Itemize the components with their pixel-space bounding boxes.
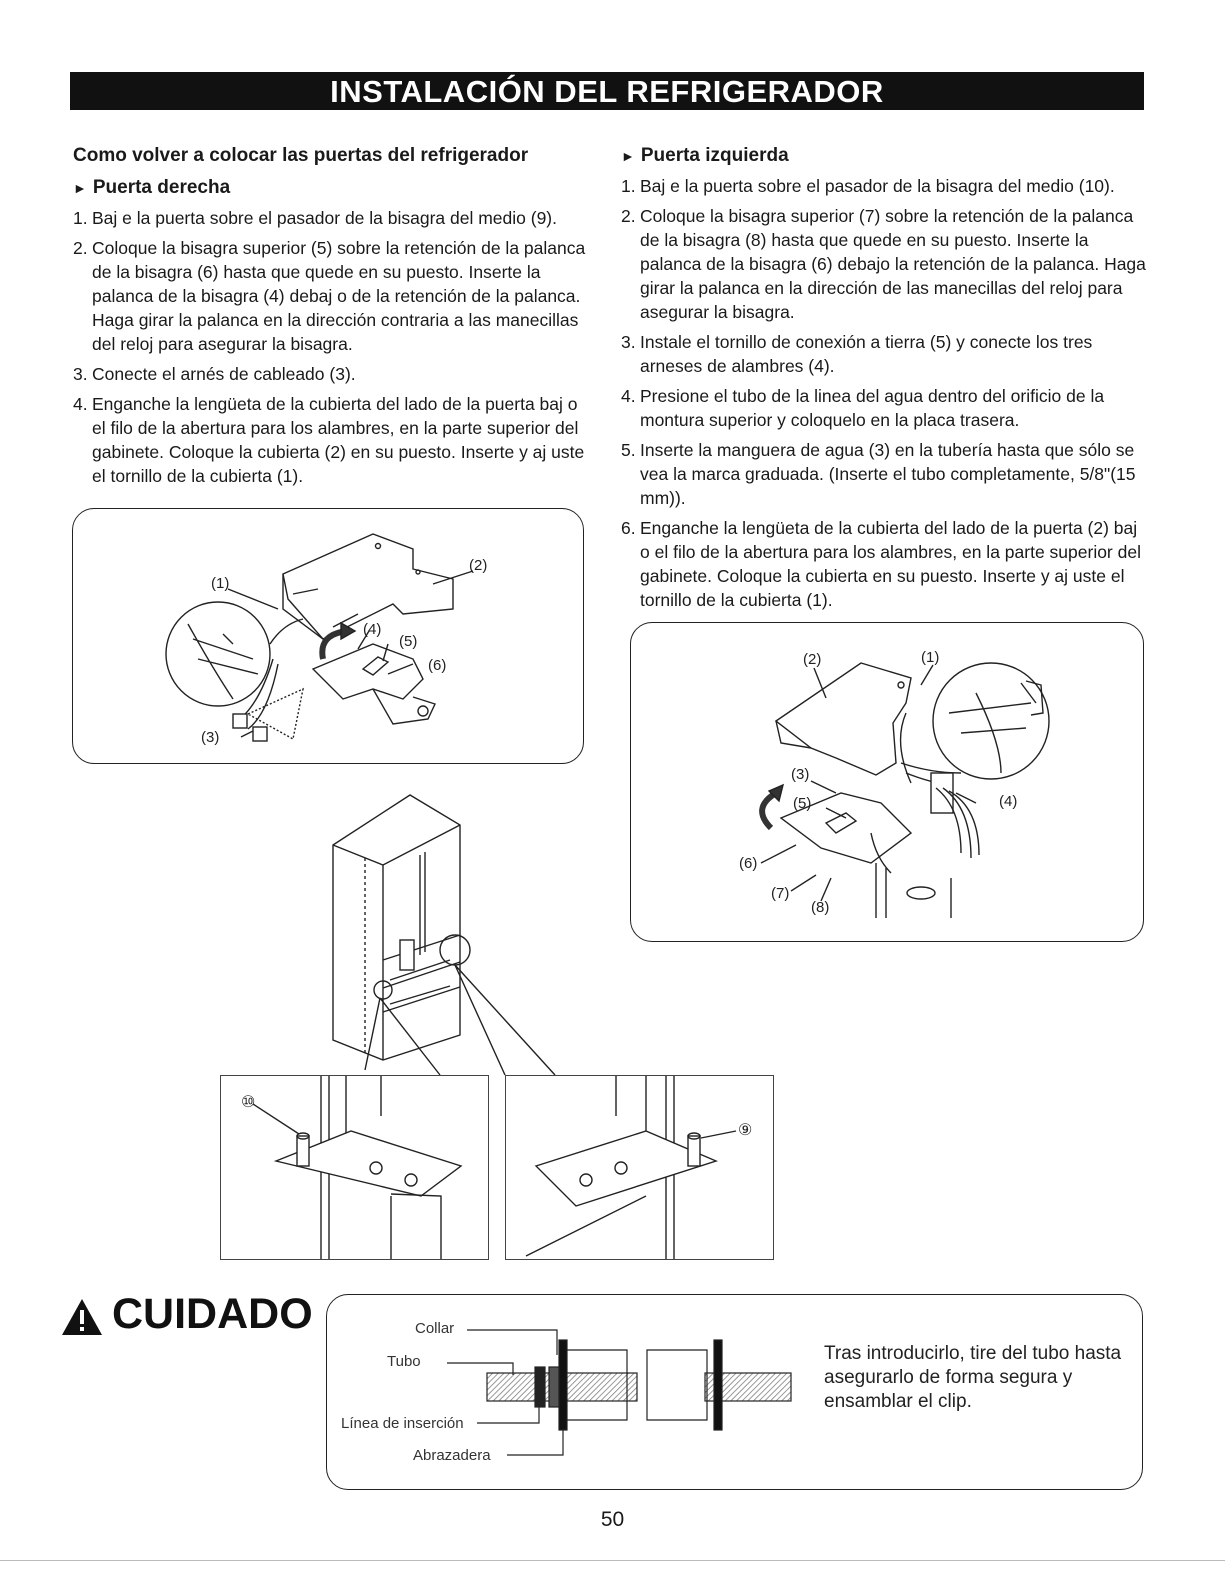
- list-item: 4. Presione el tubo de la linea del agua dentro del orificio de la montura superior y coloquelo en la placa trasera.: [621, 386, 1105, 430]
- label-1: (1): [921, 649, 940, 666]
- steps-left-door: [621, 174, 1146, 612]
- label-6: (6): [428, 657, 447, 674]
- label-9: ⑨: [738, 1122, 753, 1139]
- label-5: (5): [399, 633, 418, 650]
- collar-label: Collar: [415, 1320, 455, 1337]
- page-number: 50: [600, 1508, 625, 1531]
- list-item: 1. Baj e la puerta sobre el pasador de la bisagra del medio (9).: [73, 208, 557, 228]
- list-item: 6. Enganche la lengüeta de la cubierta del lado de la puerta (2) baj o el filo de la abertura para los alambres, en la parte superior del gabinete. Coloque la cubierta en su puesto. Inserte y aj uste el tornillo de la cubierta (1).: [621, 518, 1141, 610]
- label-8: (8): [811, 899, 830, 916]
- section-title: Como volver a colocar las puertas del refrigerador: [73, 145, 529, 166]
- caution-text: Tras introducirlo, tire del tubo hasta asegurarlo de forma segura y ensamblar el clip.: [824, 1343, 1122, 1412]
- label-3: (3): [201, 729, 220, 746]
- warning-triangle-icon: [60, 1297, 104, 1337]
- label-2: (2): [803, 651, 822, 668]
- left-column: [73, 144, 593, 494]
- list-item: 3. Conecte el arnés de cableado (3).: [73, 364, 356, 384]
- list-item: 3. Instale el tornillo de conexión a tierra (5) y conecte los tres arneses de alambres (4).: [621, 332, 1093, 376]
- label-7: (7): [771, 885, 790, 902]
- tube-label: Tubo: [387, 1353, 421, 1370]
- clamp-label: Abrazadera: [413, 1447, 491, 1464]
- label-5: (5): [793, 795, 812, 812]
- label-6: (6): [739, 855, 758, 872]
- steps-right-door: [73, 206, 593, 488]
- label-4: (4): [363, 621, 382, 638]
- label-2: (2): [469, 557, 488, 574]
- subsection-title-right-door: ► Puerta derecha: [73, 177, 231, 198]
- label-10: ⑩: [241, 1094, 256, 1111]
- list-item: 2. Coloque la bisagra superior (5) sobre la retención de la palanca de la bisagra (6) hasta que quede en su puesto. Inserte la palanca de la bisagra (4) debaj o de la retención de la palanca. Haga girar la palanca en la dirección contraria a las manecillas del reloj para asegurar la bisagra.: [73, 238, 586, 354]
- hinge-diagram-illustration: [73, 509, 583, 763]
- left-hinge-detail: [220, 1075, 489, 1260]
- list-item: 5. Inserte la manguera de agua (3) en la tubería hasta que sólo se vea la marca graduada. (Inserte el tubo completamente, 5/8"(15 mm)).: [621, 440, 1136, 508]
- list-item: 4. Enganche la lengüeta de la cubierta del lado de la puerta baj o el filo de la abertura para los alambres, en la parte superior del gabinete. Coloque la cubierta (2) en su puesto. Inserte y aj uste el tornillo de la cubierta (1).: [73, 394, 585, 486]
- subsection-title-left-door: ► Puerta izquierda: [621, 145, 789, 166]
- right-hinge-detail: [505, 1075, 774, 1260]
- caution-title: CUIDADO: [112, 1290, 313, 1338]
- label-3: (3): [791, 766, 810, 783]
- right-door-hinge-figure: [72, 508, 584, 764]
- insertion-line-label: Línea de inserción: [341, 1415, 464, 1432]
- right-column: [621, 144, 1146, 618]
- label-4: (4): [999, 793, 1018, 810]
- triangle-bullet-icon: ►: [621, 148, 635, 164]
- label-1: (1): [211, 575, 230, 592]
- divider: [0, 1560, 1225, 1561]
- list-item: 2. Coloque la bisagra superior (7) sobre la retención de la palanca de la bisagra (8) hasta que quede en su puesto. Inserte la palanca de la bisagra (6) debajo la retención de la palanca. Haga girar la palanca en la dirección de las manecillas del reloj para asegurar la bisagra.: [621, 206, 1146, 322]
- page-title: INSTALACIÓN DEL REFRIGERADOR: [70, 72, 1144, 110]
- list-item: 1. Baj e la puerta sobre el pasador de la bisagra del medio (10).: [621, 176, 1115, 196]
- triangle-bullet-icon: ►: [73, 180, 87, 196]
